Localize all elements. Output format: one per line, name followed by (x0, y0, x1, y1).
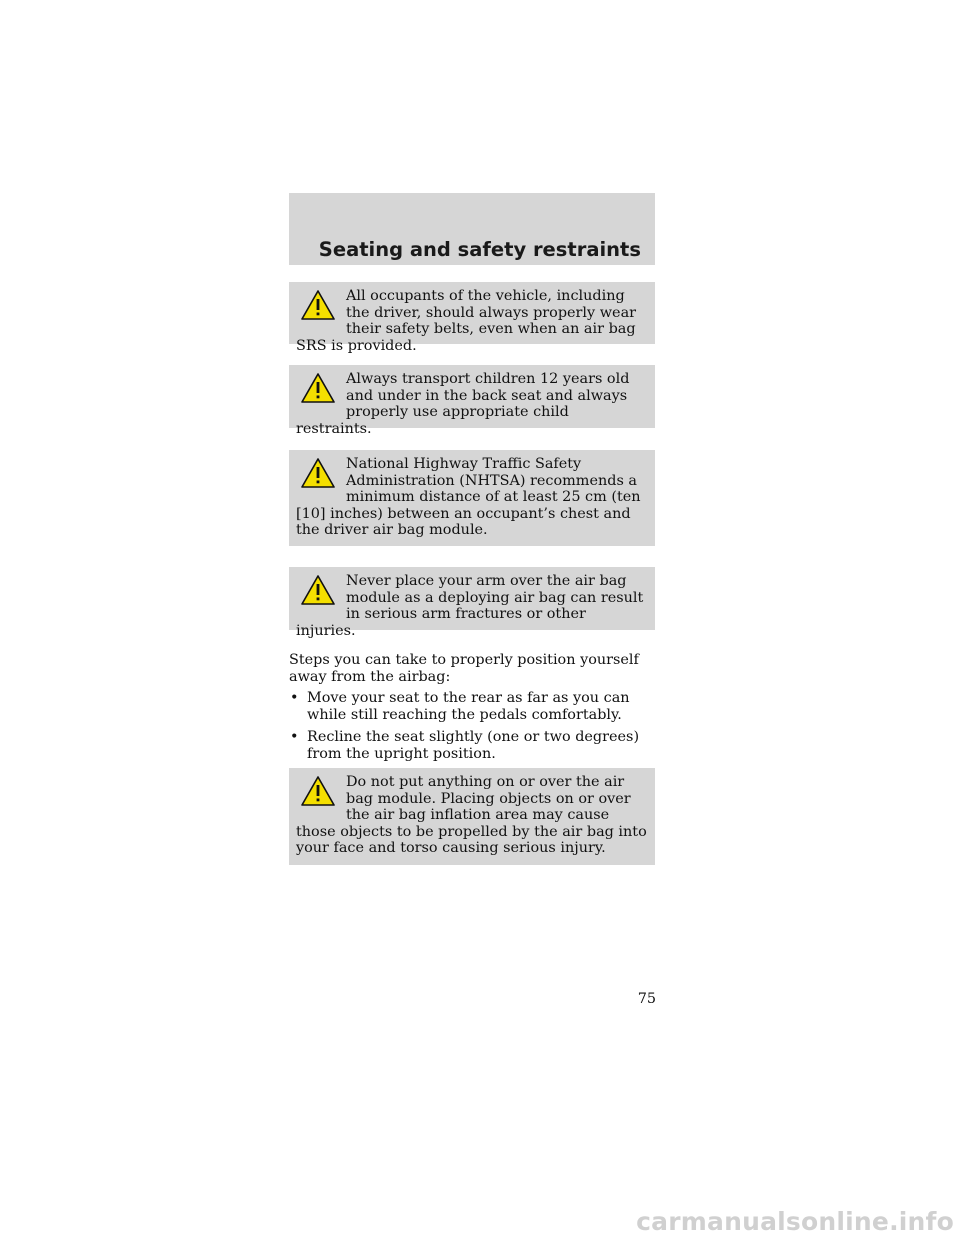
list-item-text: Recline the seat slightly (one or two degrees) from the upright position. (307, 729, 640, 762)
section-header-band (289, 193, 655, 265)
steps-intro: Steps you can take to properly position yourself away from the airbag: (289, 652, 639, 685)
warning-triangle-icon (301, 776, 337, 809)
list-item (289, 729, 659, 762)
warning-triangle-icon (301, 290, 337, 323)
bullet-symbol: • (290, 690, 299, 706)
warning-box-nhtsa-distance (289, 450, 655, 546)
warning-triangle-icon (301, 373, 337, 406)
section-title: Seating and safety restraints (318, 238, 641, 261)
warning-triangle-icon (301, 458, 337, 491)
watermark-text: carmanualsonline.info (636, 1207, 954, 1236)
warning-box-objects-on-module (289, 768, 655, 865)
warning-text: National Highway Traffic Safety Administration (NHTSA) recommends a minimum distance of at least 25 cm (ten [10] inches) between an occupant’s chest and the driver air bag module. (296, 456, 641, 539)
warning-box-seat-belts (289, 282, 655, 354)
page-number: 75 (637, 991, 656, 1007)
warning-text: Never place your arm over the air bag module as a deploying air bag can result in serious arm fractures or other injuries. (296, 573, 644, 639)
bullet-symbol: • (290, 729, 299, 745)
warning-text: All occupants of the vehicle, including the driver, should always properly wear their safety belts, even when an air bag SRS is provided. (296, 288, 637, 354)
warning-text: Do not put anything on or over the air bag module. Placing objects on or over the air bag inflation area may cause those objects to be propelled by the air bag into your face and torso causing serious injury. (296, 774, 647, 857)
list-item-text: Move your seat to the rear as far as you can while still reaching the pedals comfortably. (307, 690, 630, 723)
warning-text: Always transport children 12 years old and under in the back seat and always properly use appropriate child restraints. (296, 371, 630, 437)
list-item (289, 690, 659, 723)
warning-box-arm-placement (289, 567, 655, 639)
warning-box-children (289, 365, 655, 437)
warning-triangle-icon (301, 575, 337, 608)
